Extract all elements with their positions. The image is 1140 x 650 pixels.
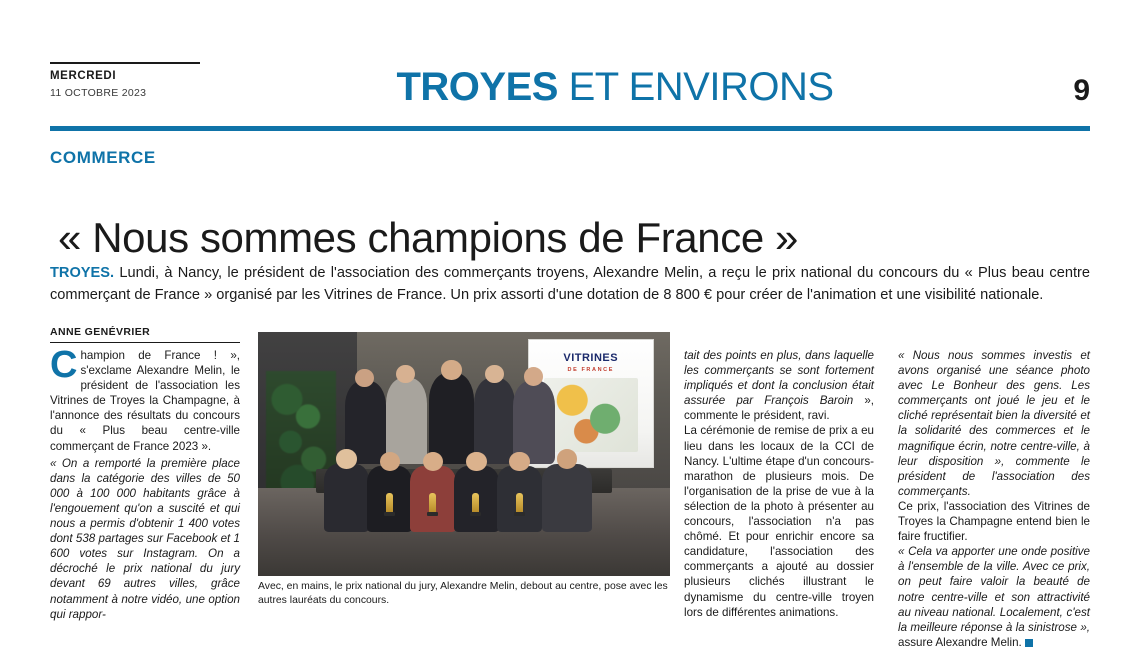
trophy-icon bbox=[429, 493, 436, 513]
masthead-title bbox=[200, 62, 1030, 110]
banner-artwork bbox=[544, 378, 638, 452]
body-column-3 bbox=[898, 348, 1090, 650]
photo-person-head bbox=[380, 452, 401, 472]
body-text-end: assure Alexandre Melin. bbox=[898, 635, 1022, 649]
end-mark bbox=[1025, 639, 1033, 647]
body-column-2 bbox=[684, 348, 874, 620]
section-kicker: COMMERCE bbox=[50, 148, 156, 167]
photo-person bbox=[386, 378, 427, 463]
trophy-icon bbox=[516, 493, 523, 513]
masthead-title-strong: TROYES bbox=[396, 65, 558, 109]
photo-person-head bbox=[355, 369, 374, 388]
body-paragraph: « Nous nous sommes investis et avons organisé une séance photo avec Le Bonheur des gens. Les commerçants ont joué le jeu et le cliché représentait bien la diversité et la solidarité des commerces et le magnifique écrin, notre centre-ville, à leur disposition », commente le président de l'association des commerçants. bbox=[898, 349, 1090, 498]
page-number: 9 bbox=[1073, 74, 1090, 107]
masthead-weekday: MERCREDI bbox=[50, 70, 117, 82]
date-block bbox=[50, 62, 200, 101]
standfirst-location: TROYES. bbox=[50, 265, 115, 281]
page-title: « Nous sommes champions de France » bbox=[58, 214, 799, 262]
photo-person-head bbox=[524, 367, 543, 386]
body-paragraph: Champion de France ! », s'exclame Alexandre Melin, le président de l'association les Vitrines de Troyes la Champagne, à l'annonce des résultats du concours du « Plus beau centre-ville commerçant de France 2023 ». bbox=[50, 344, 240, 453]
photo-person-head bbox=[336, 449, 357, 469]
photo-person-head bbox=[441, 360, 462, 380]
photo-person-head bbox=[466, 452, 487, 472]
body-paragraph: « On a remporté la première place dans la catégorie des villes de 50 000 à 100 000 habitants grâce à l'engouement qu'on a suscité et qui nous a permis d'obtenir 1 400 votes dont 538 partages sur Facebook et 1 600 votes sur Instagram. On a décroché le prix national du jury devant 69 autres villes, grâce notamment à notre vidéo, une option qui rappor- bbox=[50, 456, 240, 621]
body-paragraph bbox=[684, 348, 874, 423]
photo-person bbox=[429, 373, 474, 463]
masthead-title-light: ET ENVIRONS bbox=[557, 65, 834, 109]
masthead bbox=[50, 62, 1090, 120]
body-paragraph: La cérémonie de remise de prix a eu lieu dans les locaux de la CCI de Nancy. L'ultime étape d'un concours-marathon de plusieurs mois. De l'organisation de la prise de vue à la sélection de la photo à présenter au concours, l'association n'a pas chômé. Et pour enrichir encore sa candidature, l'association des commerçants a ajouté au dossier plusieurs clichés illustrant le dynamisme du centre-ville troyen lors de différentes animations. bbox=[684, 424, 874, 619]
photo-caption: Avec, en mains, le prix national du jury, Alexandre Melin, debout au centre, pose avec les autres lauréats du concours. bbox=[258, 581, 668, 606]
photo-person-head bbox=[509, 452, 530, 472]
body-column-1 bbox=[50, 344, 240, 622]
body-text: tait des points en plus, dans laquelle les commerçants se sont fortement impliqués et dont la conclusion était assurée par bbox=[684, 349, 874, 408]
photo-person bbox=[474, 378, 515, 463]
trophy-icon bbox=[386, 493, 393, 513]
photo-person-head bbox=[485, 365, 504, 384]
photo-person-head bbox=[557, 449, 578, 469]
body-paragraph bbox=[898, 544, 1090, 650]
standfirst bbox=[50, 262, 1090, 306]
banner-logo: VITRINES DE FRANCE bbox=[543, 353, 639, 376]
photo-person bbox=[324, 464, 369, 532]
article-photo bbox=[258, 332, 670, 576]
banner-logo-subtitle: DE FRANCE bbox=[567, 367, 614, 373]
byline: ANNE GENÉVRIER bbox=[50, 326, 240, 343]
standfirst-text: Lundi, à Nancy, le président de l'association des commerçants troyens, Alexandre Melin, a reçu le prix national du concours du « Plus beau centre commerçant de France » organisé par les Vitrines de France. Un prix assorti d'une dotation de 8 800 € pour créer de l'animation et une visibilité nationale. bbox=[50, 265, 1090, 303]
quoted-name: François Baroin bbox=[764, 394, 854, 408]
photo-person bbox=[542, 464, 591, 532]
body-text: « Cela va apporter une onde positive à l'ensemble de la ville. Avec ce prix, on peut faire valoir la beauté de notre centre-ville et son attractivité au niveau national. Localement, c'est la meilleure réponse à la sinistrose », bbox=[898, 545, 1090, 634]
masthead-date: 11 OCTOBRE 2023 bbox=[50, 87, 147, 99]
body-text-end: », commente le président, ravi. bbox=[684, 394, 874, 423]
trophy-icon bbox=[472, 493, 479, 513]
masthead-rule bbox=[50, 126, 1090, 131]
body-paragraph: Ce prix, l'association des Vitrines de Troyes la Champagne entend bien le faire fructifier. bbox=[898, 499, 1090, 544]
photo-scene bbox=[258, 332, 670, 576]
